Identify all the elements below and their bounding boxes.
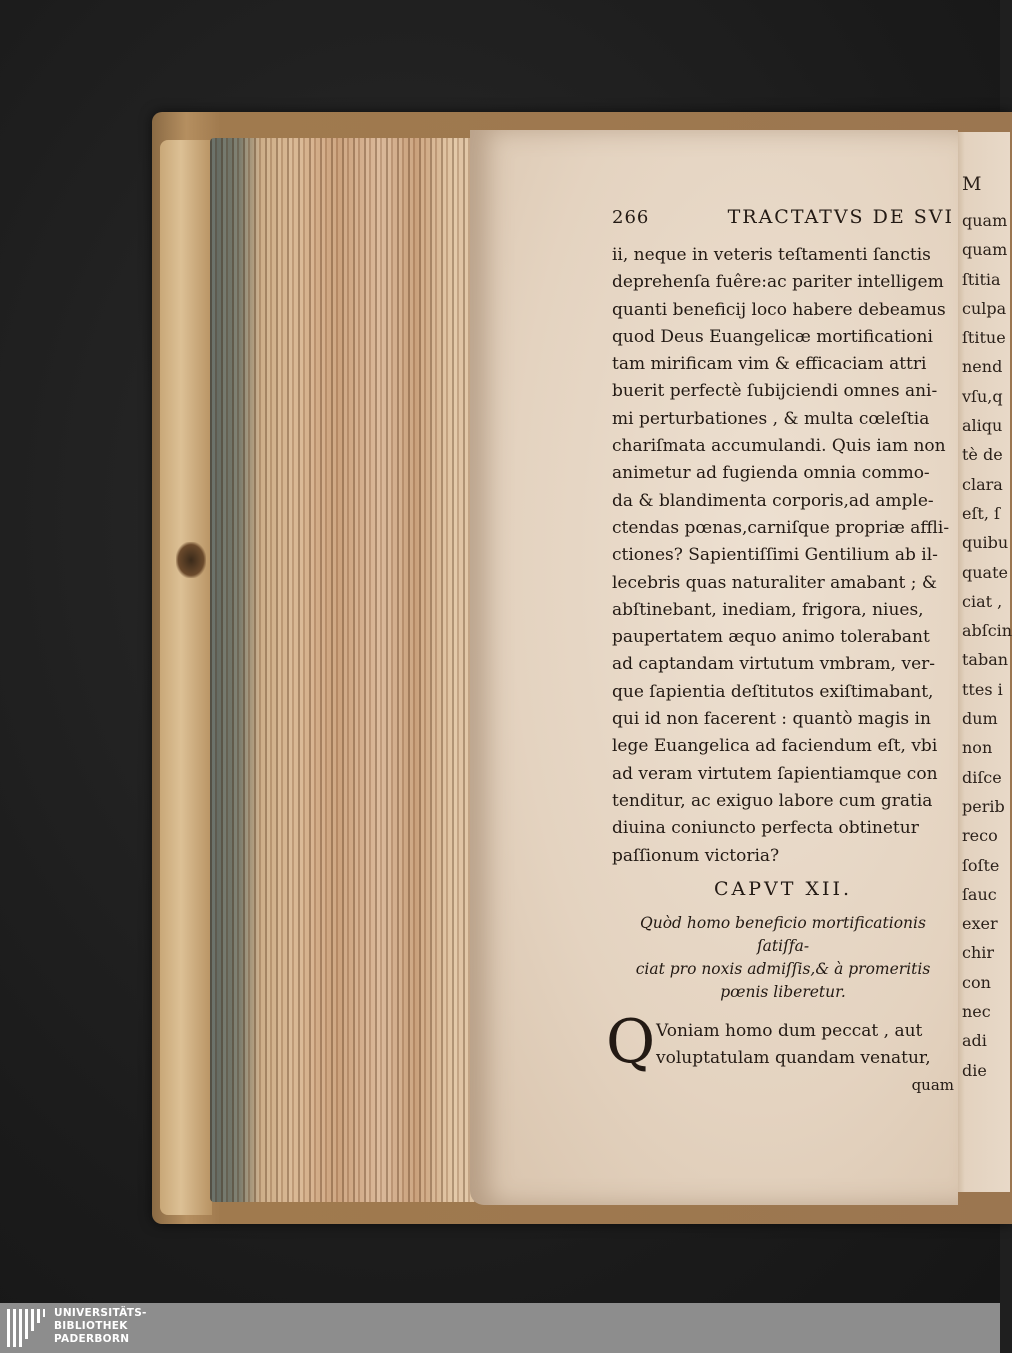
facing-line: diſce	[962, 767, 1002, 787]
text-line: tenditur, ac exiguo labore cum gratia	[612, 790, 933, 811]
book-spine-edge	[160, 140, 212, 1215]
text-line: buerit perfectè ſubijciendi omnes ani-	[612, 381, 938, 402]
library-logo-icon	[6, 1307, 46, 1349]
text-line: que ſapientia deſtitutos exiſtimabant,	[612, 681, 934, 702]
facing-line: quibu	[962, 533, 1009, 553]
text-line: ii, neque in veteris teſtamenti ſanctis	[612, 245, 931, 265]
text-line: paupertatem æquo animo tolerabant	[612, 627, 930, 648]
facing-line: nend	[962, 357, 1003, 377]
summary-line: ciat pro noxis admiſſis,& à promeritis	[635, 959, 931, 978]
facing-line: con	[962, 972, 991, 992]
text-line: ctendas pœnas,carniſque propriæ affli-	[612, 517, 950, 538]
facing-page-text	[962, 173, 1012, 1085]
facing-line: ſoſte	[962, 855, 1000, 875]
facing-line: perib	[962, 796, 1005, 816]
catchword: quam	[911, 1075, 954, 1094]
library-logo-text	[54, 1307, 147, 1346]
text-line: quod Deus Euangelicæ mortificationi	[612, 326, 933, 347]
body-text	[612, 242, 954, 870]
text-line: animetur ad fugienda omnia commo-	[612, 463, 930, 484]
facing-line: nec	[962, 1002, 991, 1022]
logo-line: PADERBORN	[54, 1333, 130, 1345]
facing-line: ciat ,	[962, 591, 1003, 611]
text-line: ad captandam virtutum vmbram, ver-	[612, 654, 935, 675]
running-title: TRACTATVS DE SVI	[727, 206, 954, 228]
library-footer-bar	[0, 1303, 1000, 1353]
text-line: quanti beneficij loco habere debeamus	[612, 299, 946, 320]
text-line: ctiones? Sapientiſſimi Gentilium ab il-	[612, 545, 938, 566]
drop-cap: Q	[606, 1006, 656, 1077]
facing-line: chir	[962, 943, 995, 963]
text-line: mi perturbationes , & multa cœleſtia	[612, 408, 930, 429]
facing-line: culpa	[962, 298, 1007, 318]
logo-line: UNIVERSITÄTS-	[54, 1307, 147, 1319]
chapter-heading: CAPVT XII.	[713, 877, 853, 900]
facing-line: aliqu	[962, 416, 1003, 436]
page-number: 266	[612, 207, 650, 228]
facing-line: exer	[962, 914, 998, 934]
page-text-block	[606, 206, 954, 1099]
facing-line: ſtitue	[962, 328, 1006, 348]
facing-line: adi	[962, 1031, 987, 1051]
text-line: deprehenſa fuêre:ac pariter intelligem	[612, 272, 944, 293]
text-line: diuina coniuncto perfecta obtinetur	[612, 818, 919, 839]
facing-line: die	[962, 1060, 987, 1080]
text-line: abſtinebant, inediam, frigora, niues,	[612, 599, 924, 620]
text-line: lege Euangelica ad faciendum eſt, vbi	[612, 736, 938, 757]
facing-line: non	[962, 738, 993, 758]
facing-line: ſauc	[962, 884, 997, 904]
facing-line: quam	[962, 211, 1008, 230]
chapter-summary	[612, 912, 954, 1004]
text-line: tam mirificam vim & efficaciam attri	[612, 354, 927, 375]
text-line: qui id non facerent : quantò magis in	[612, 709, 931, 730]
facing-line: clara	[962, 474, 1003, 494]
facing-line: ſtitia	[962, 269, 1001, 289]
summary-line: Quòd homo beneficio mortificationis ſatiſfa-	[640, 913, 926, 955]
spine-stain	[176, 542, 206, 578]
opening-line: voluptatulam quandam venatur,	[656, 1047, 931, 1068]
text-line: da & blandimenta corporis,ad ample-	[612, 490, 934, 511]
text-line: chariſmata accumulandi. Quis iam non	[612, 436, 946, 457]
facing-line: dum	[962, 709, 998, 729]
facing-line: eſt, ſ	[962, 503, 1000, 523]
text-line: ad veram virtutem ſapientiamque con	[612, 763, 938, 784]
facing-line: reco	[962, 826, 998, 846]
chapter-opening	[606, 1006, 954, 1099]
summary-line: pœnis liberetur.	[720, 982, 846, 1001]
facing-line: quam	[962, 240, 1008, 260]
opening-line: Voniam homo dum peccat , aut	[656, 1020, 923, 1041]
facing-line: vſu,q	[962, 386, 1003, 406]
facing-line: quate	[962, 562, 1008, 582]
facing-line: abſcin	[962, 621, 1012, 641]
facing-line: taban	[962, 650, 1009, 670]
facing-line: tè de	[962, 445, 1003, 465]
text-line: paſſionum victoria?	[612, 845, 780, 866]
facing-page-header: M	[962, 173, 982, 195]
page-block-edge	[210, 138, 495, 1202]
facing-line: ttes i	[962, 679, 1003, 699]
text-line: lecebris quas naturaliter amabant ; &	[612, 572, 938, 593]
logo-line: BIBLIOTHEK	[54, 1320, 128, 1332]
running-head	[612, 206, 954, 242]
